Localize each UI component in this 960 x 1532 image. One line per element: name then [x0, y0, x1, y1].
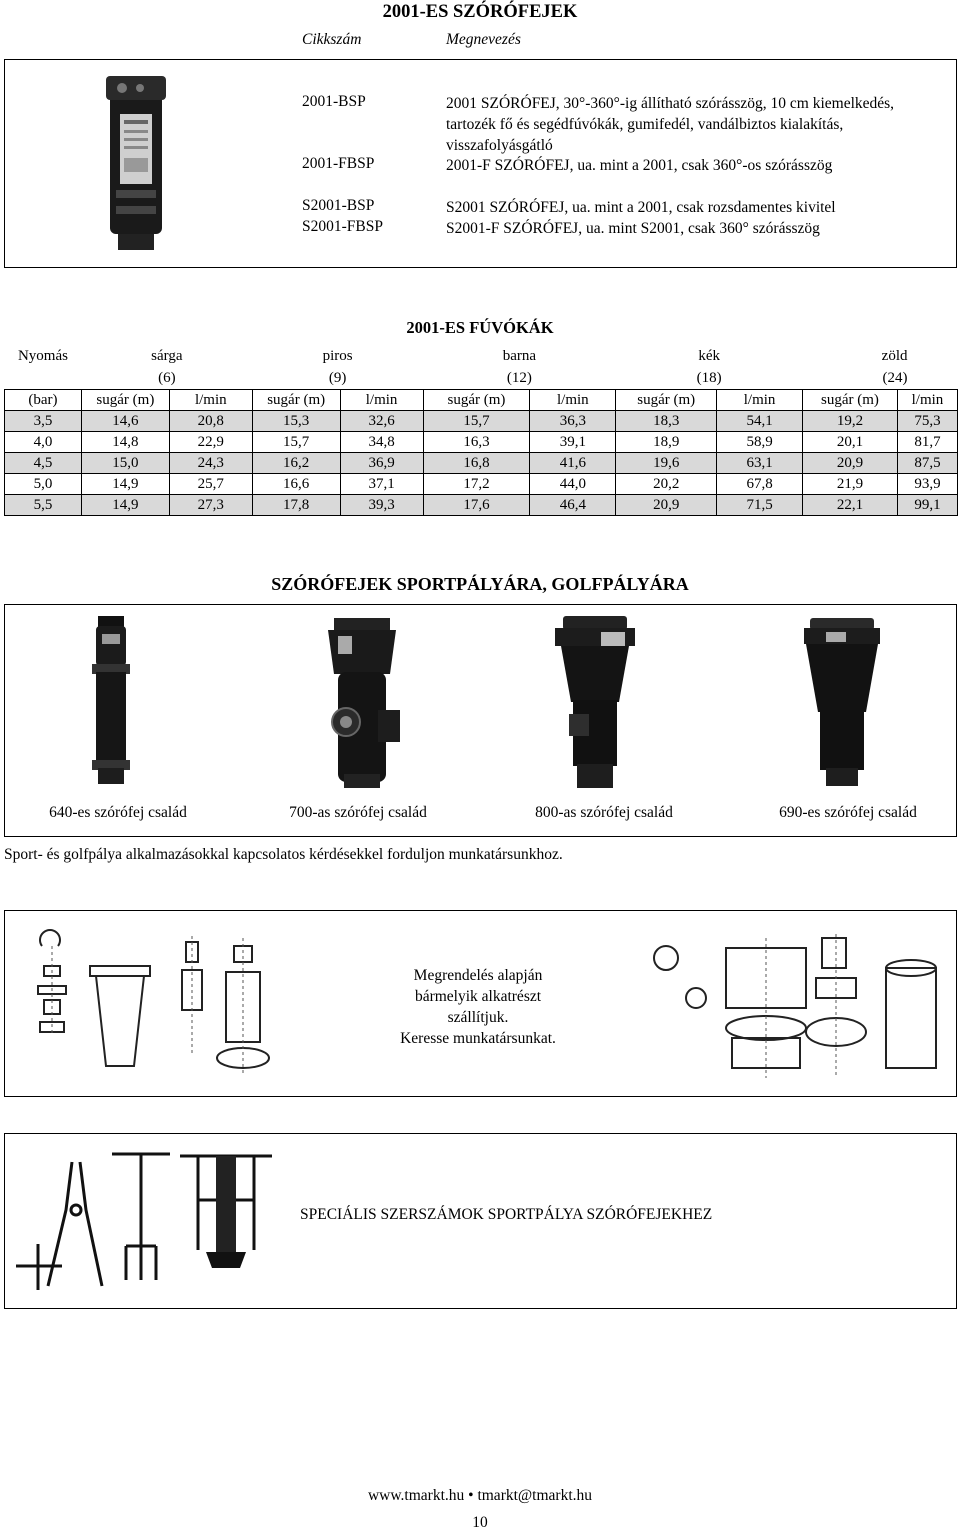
- table-cell: 63,1: [717, 452, 803, 473]
- table-cell: 36,9: [340, 452, 423, 473]
- table-cell: 14,9: [81, 494, 169, 515]
- pressure-unit: (bar): [5, 389, 82, 410]
- page-title: 2001-ES SZÓRÓFEJEK: [382, 2, 578, 22]
- table-cell: 39,3: [340, 494, 423, 515]
- product-desc-s2001-bsp: S2001 SZÓRÓFEJ, ua. mint a 2001, csak rozsdamentes kivitel: [446, 199, 836, 216]
- flow-header: l/min: [717, 389, 803, 410]
- radius-header: sugár (m): [81, 389, 169, 410]
- exploded-parts-right-image: [636, 928, 948, 1084]
- table-cell: 71,5: [717, 494, 803, 515]
- table-cell: 22,9: [169, 431, 252, 452]
- table-cell: 5,0: [5, 473, 82, 494]
- table-cell: 20,1: [803, 431, 898, 452]
- sprinkler-800-image: [543, 614, 647, 790]
- nozzle-color-name: piros: [322, 348, 353, 364]
- product-desc-s2001-fbsp: S2001-F SZÓRÓFEJ, ua. mint S2001, csak 360° szórásszög: [446, 220, 820, 237]
- table-cell: 4,5: [5, 452, 82, 473]
- table-cell: 81,7: [897, 431, 957, 452]
- table-cell: 4,0: [5, 431, 82, 452]
- nozzle-table: [4, 345, 958, 516]
- table-cell: 58,9: [717, 431, 803, 452]
- table-cell: 14,6: [81, 410, 169, 431]
- table-cell: 15,7: [252, 431, 340, 452]
- nozzle-size: (18): [696, 369, 722, 386]
- table-cell: 19,2: [803, 410, 898, 431]
- desc-line: tartozék fő és segédfúvókák, gumifedél, vandálbiztos kialakítás,: [446, 116, 844, 133]
- product-desc-2001-fbsp: 2001-F SZÓRÓFEJ, ua. mint a 2001, csak 360°-os szórásszög: [446, 157, 833, 174]
- nozzle-size: (12): [506, 369, 532, 386]
- sprinkler-2001-image: [96, 74, 176, 252]
- flow-header: l/min: [169, 389, 252, 410]
- radius-header: sugár (m): [252, 389, 340, 410]
- table-cell: 87,5: [897, 452, 957, 473]
- flow-header: l/min: [897, 389, 957, 410]
- nozzle-color-name: barna: [502, 348, 537, 364]
- table-cell: 18,9: [616, 431, 717, 452]
- table-cell: 39,1: [530, 431, 616, 452]
- family-label-640: 640-es szórófej család: [49, 804, 187, 821]
- desc-line: visszafolyásgátló: [446, 137, 553, 154]
- table-cell: 32,6: [340, 410, 423, 431]
- table-cell: 14,8: [81, 431, 169, 452]
- table-cell: 22,1: [803, 494, 898, 515]
- table-cell: 46,4: [530, 494, 616, 515]
- spare-parts-text: [378, 965, 578, 1049]
- table-row: [5, 473, 958, 494]
- table-cell: 34,8: [340, 431, 423, 452]
- table-cell: 17,2: [423, 473, 530, 494]
- table-row: [5, 431, 958, 452]
- table-cell: 18,3: [616, 410, 717, 431]
- family-label-690: 690-es szórófej család: [779, 804, 917, 821]
- parts-text-line: Keresse munkatársunkat.: [400, 1030, 556, 1047]
- table-cell: 17,8: [252, 494, 340, 515]
- sprinkler-690-image: [790, 616, 894, 788]
- product-code-2001-fbsp: 2001-FBSP: [302, 155, 375, 172]
- table-cell: 20,2: [616, 473, 717, 494]
- nozzle-size: (24): [882, 369, 908, 386]
- table-cell: 75,3: [897, 410, 957, 431]
- pressure-label: Nyomás: [17, 348, 68, 364]
- table-cell: 21,9: [803, 473, 898, 494]
- table-cell: 16,2: [252, 452, 340, 473]
- flow-header: l/min: [340, 389, 423, 410]
- table-cell: 20,9: [616, 494, 717, 515]
- table-cell: 37,1: [340, 473, 423, 494]
- nozzle-size: (9): [328, 369, 347, 386]
- family-label-700: 700-as szórófej család: [289, 804, 427, 821]
- radius-header: sugár (m): [616, 389, 717, 410]
- family-label-800: 800-as szórófej család: [535, 804, 673, 821]
- table-cell: 93,9: [897, 473, 957, 494]
- table-row: [5, 410, 958, 431]
- desc-line: 2001 SZÓRÓFEJ, 30°-360°-ig állítható szórásszög, 10 cm kiemelkedés,: [446, 95, 895, 112]
- table-cell: 3,5: [5, 410, 82, 431]
- table-cell: 99,1: [897, 494, 957, 515]
- page-number: 10: [472, 1514, 488, 1531]
- table-cell: 27,3: [169, 494, 252, 515]
- footer-contact: www.tmarkt.hu • tmarkt@tmarkt.hu: [367, 1487, 593, 1504]
- nozzle-section-title: 2001-ES FÚVÓKÁK: [406, 318, 554, 337]
- parts-text-line: bármelyik alkatrészt: [414, 988, 542, 1005]
- table-cell: 14,9: [81, 473, 169, 494]
- table-cell: 15,7: [423, 410, 530, 431]
- table-cell: 20,9: [803, 452, 898, 473]
- product-code-s2001-fbsp: S2001-FBSP: [302, 218, 383, 235]
- column-header-code: Cikkszám: [302, 31, 362, 48]
- table-row: [5, 494, 958, 515]
- nozzle-color-name: kék: [698, 348, 720, 364]
- table-cell: 54,1: [717, 410, 803, 431]
- radius-header: sugár (m): [423, 389, 530, 410]
- table-cell: 67,8: [717, 473, 803, 494]
- product-code-s2001-bsp: S2001-BSP: [302, 197, 375, 214]
- table-cell: 15,0: [81, 452, 169, 473]
- table-cell: 36,3: [530, 410, 616, 431]
- table-cell: 19,6: [616, 452, 717, 473]
- sport-contact-note: Sport- és golfpálya alkalmazásokkal kapcsolatos kérdésekkel forduljon munkatársunkhoz.: [4, 846, 563, 863]
- sprinkler-700-image: [308, 614, 414, 790]
- table-cell: 41,6: [530, 452, 616, 473]
- parts-text-line: szállítjuk.: [447, 1009, 509, 1026]
- table-cell: 5,5: [5, 494, 82, 515]
- table-cell: 24,3: [169, 452, 252, 473]
- table-row: [5, 452, 958, 473]
- table-cell: 25,7: [169, 473, 252, 494]
- table-cell: 44,0: [530, 473, 616, 494]
- flow-header: l/min: [530, 389, 616, 410]
- nozzle-size: (6): [158, 369, 176, 386]
- table-cell: 17,6: [423, 494, 530, 515]
- nozzle-color-name: sárga: [151, 348, 183, 364]
- column-header-name: Megnevezés: [446, 31, 521, 48]
- table-cell: 20,8: [169, 410, 252, 431]
- sprinkler-640-image: [86, 616, 138, 786]
- table-cell: 15,3: [252, 410, 340, 431]
- table-cell: 16,3: [423, 431, 530, 452]
- nozzle-color-name: zöld: [881, 348, 908, 364]
- table-cell: 16,8: [423, 452, 530, 473]
- product-code-2001-bsp: 2001-BSP: [302, 93, 366, 110]
- parts-text-line: Megrendelés alapján: [413, 967, 543, 984]
- radius-header: sugár (m): [803, 389, 898, 410]
- sport-section-title: SZÓRÓFEJEK SPORTPÁLYÁRA, GOLFPÁLYÁRA: [271, 574, 689, 594]
- special-tools-text: SPECIÁLIS SZERSZÁMOK SPORTPÁLYA SZÓRÓFEJEKHEZ: [300, 1206, 713, 1223]
- table-cell: 16,6: [252, 473, 340, 494]
- special-tools-image: [10, 1140, 282, 1302]
- exploded-parts-left-image: [14, 926, 284, 1084]
- product-desc-2001-bsp: [446, 93, 894, 156]
